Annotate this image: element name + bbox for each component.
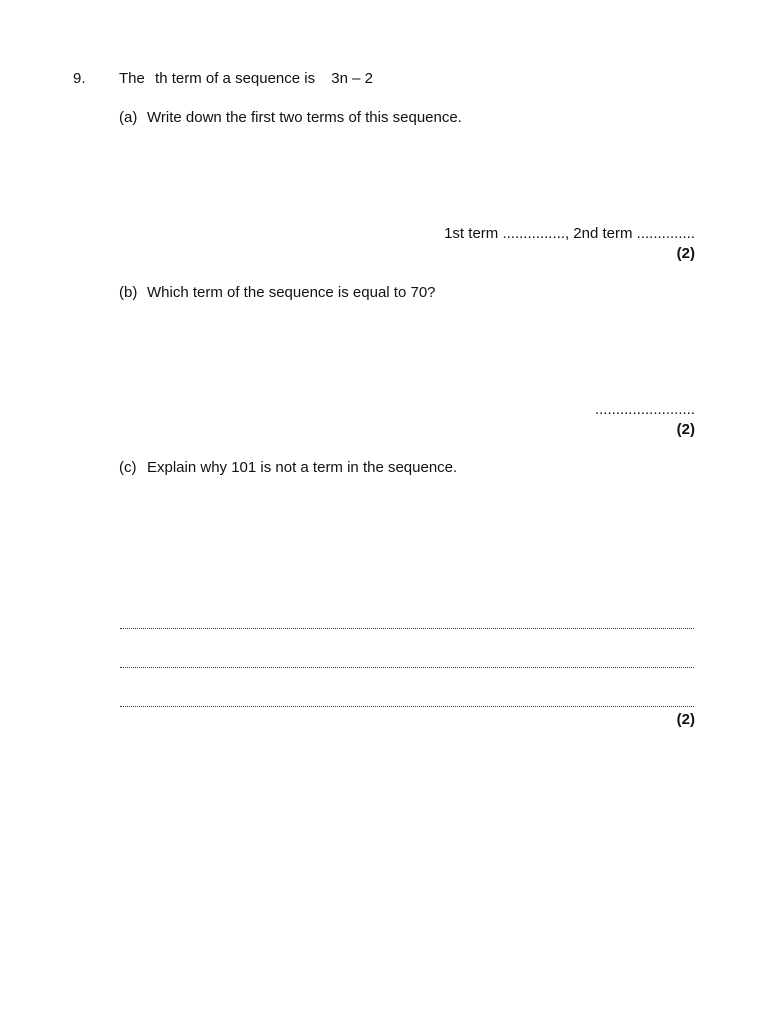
part-a-marks: (2) [676,245,695,262]
stem-start: The [119,70,145,87]
part-b-marks: (2) [676,421,695,438]
part-a-text: Write down the first two terms of this sequence. [147,109,462,126]
part-c-answer-line-2[interactable] [120,667,694,668]
part-b-answer-line[interactable]: ........................ [594,401,695,418]
question-stem [119,70,373,88]
part-a-label: (a) [119,109,138,126]
part-c-label: (c) [119,459,137,476]
part-c-text: Explain why 101 is not a term in the sequence. [147,459,458,476]
part-b-label: (b) [119,284,138,301]
part-c-answer-line-3[interactable] [120,706,694,707]
sequence-expression: 3n – 2 [331,70,374,87]
question-number: 9. [73,70,86,87]
part-a [119,109,462,127]
part-a-answer-line[interactable]: 1st term ..............., 2nd term .............. [444,225,695,242]
part-b-text: Which term of the sequence is equal to 70? [147,284,436,301]
part-c-answer-line-1[interactable] [120,628,694,629]
stem-end: th term of a sequence is [155,70,316,87]
part-c [119,459,457,477]
part-c-marks: (2) [676,711,695,728]
part-b [119,284,436,302]
